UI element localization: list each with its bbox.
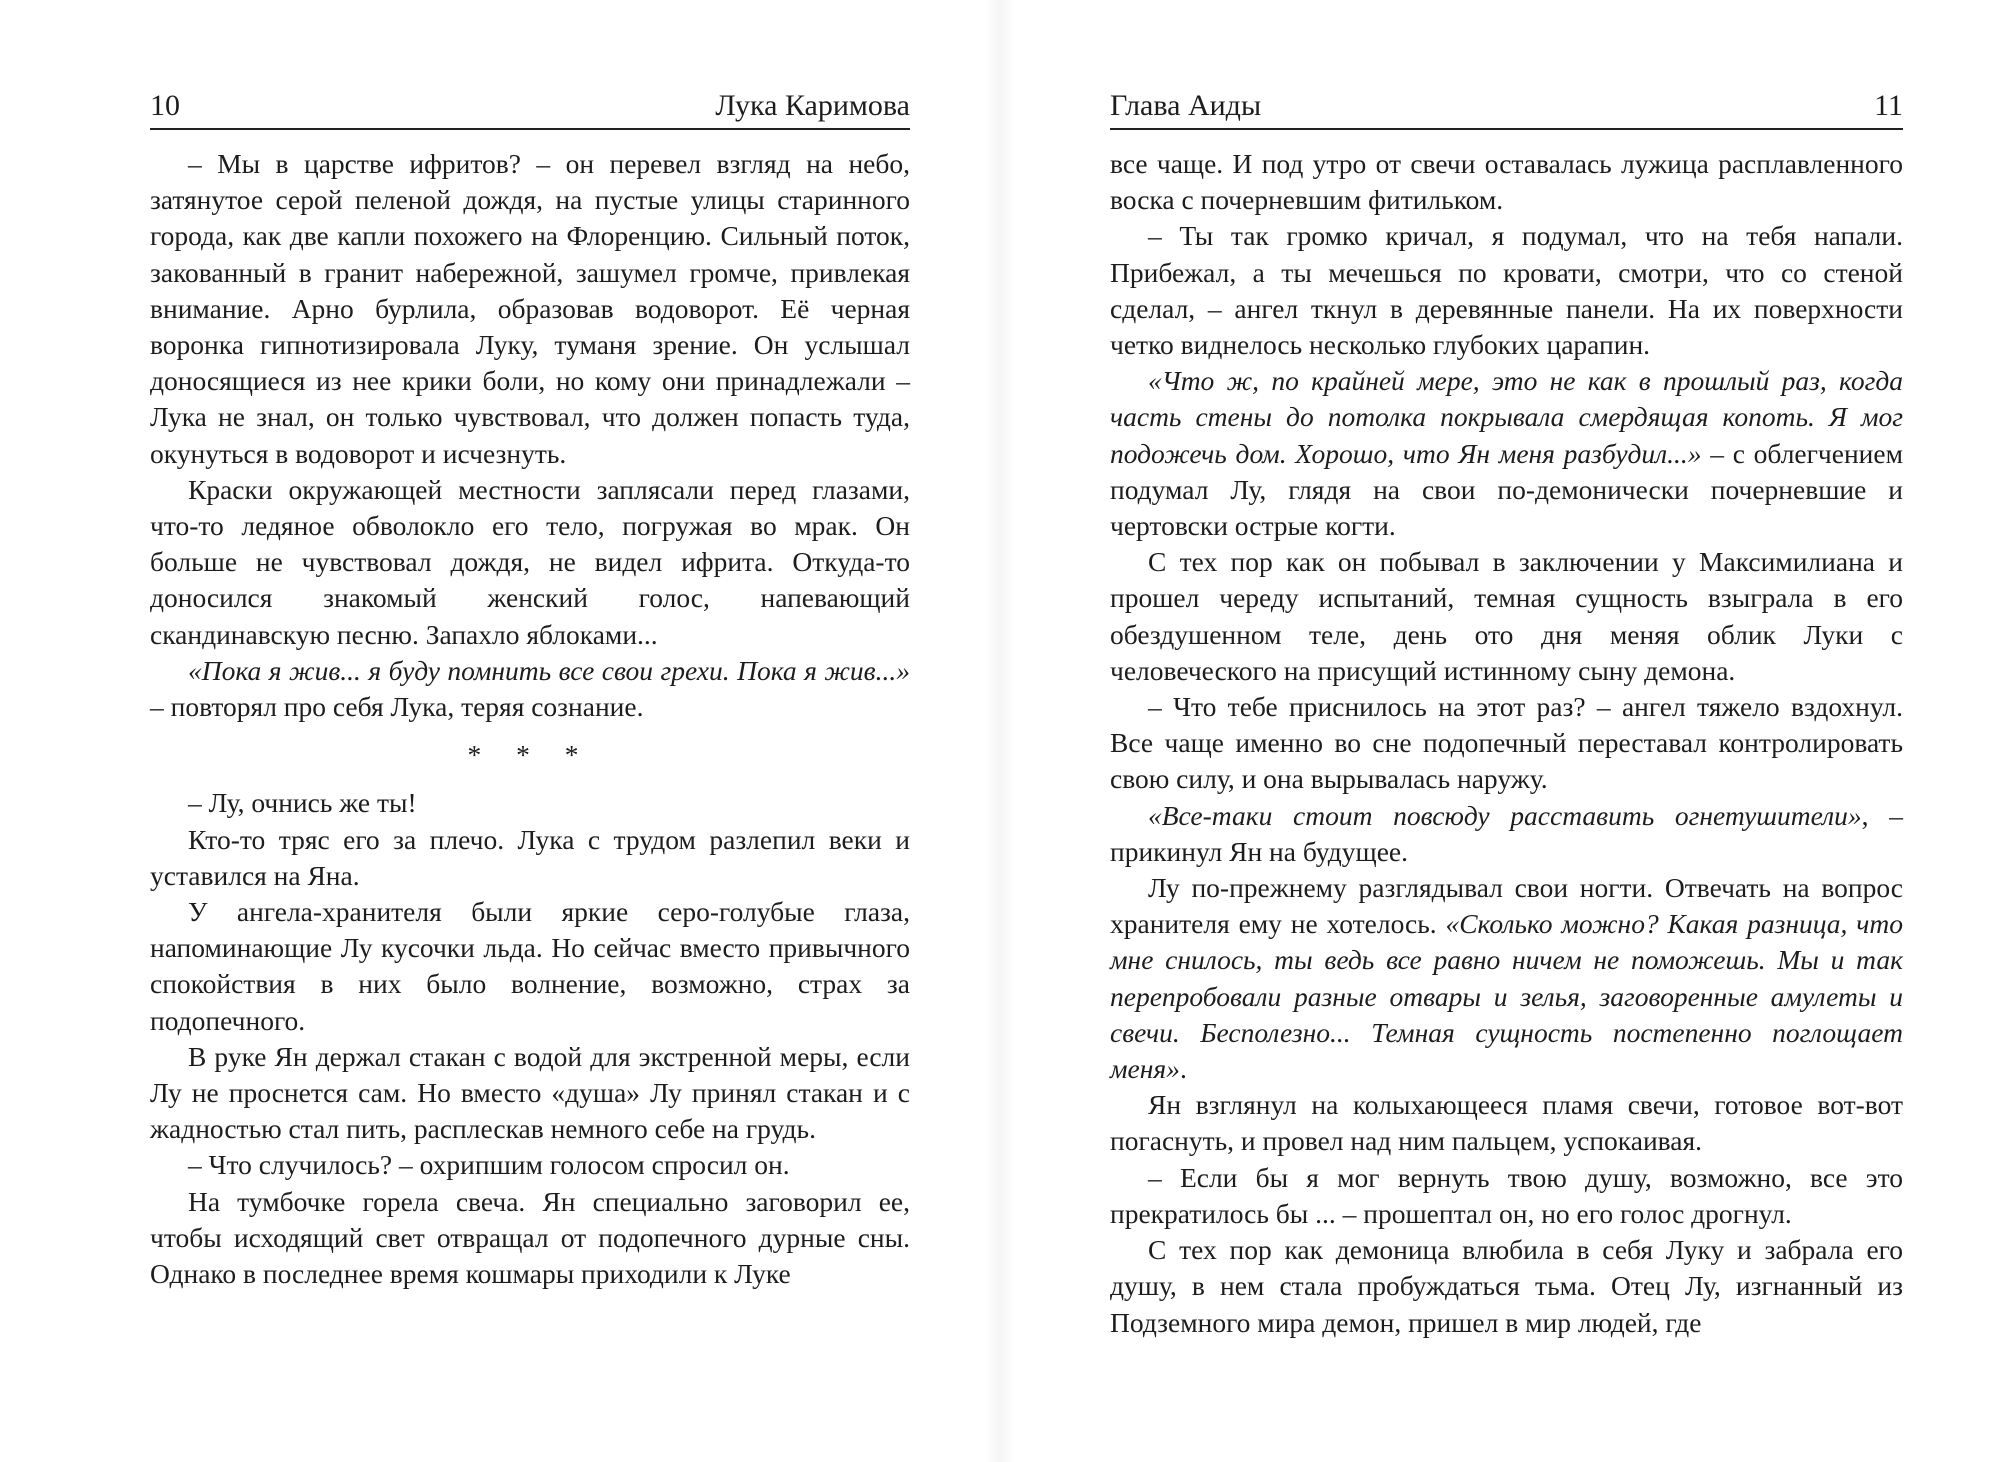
- italic-thought: «Сколько можно? Какая разница, что мне снилось, ты ведь все равно ничем не поможешь. Мы и так перепробовали разные отвары и зелья, заговоренные амулеты и свечи. Бесполезно... Темная сущность постепенно поглощает меня»: [1110, 908, 1903, 1085]
- right-page: [1000, 0, 2000, 1462]
- italic-thought: «Пока я жив... я буду помнить все свои грехи. Пока я жив...»: [188, 654, 910, 686]
- right-page-text: [1110, 146, 1903, 1341]
- paragraph-text: Лу по-прежнему разглядывал свои ногти. Отвечать на вопрос хранителя ему не хотелось.: [1110, 872, 1903, 940]
- paragraph: Кто-то тряс его за плечо. Лука с трудом разлепил веки и уставился на Яна.: [150, 823, 910, 891]
- italic-thought: «Что ж, по крайней мере, это не как в прошлый раз, когда часть стены до потолка покрывала смердящая копоть. Я мог подожечь дом. Хорошо, что Ян меня разбудил...»: [1110, 365, 1903, 469]
- paragraph: На тумбочке горела свеча. Ян специально заговорил ее, чтобы исходящий свет отвращал от подопечного дурные сны. Однако в последнее время кошмары приходили к Луке: [150, 1185, 910, 1290]
- header-rule: [150, 128, 910, 130]
- paragraph: [1110, 363, 1903, 544]
- right-page-header: [1110, 86, 1903, 126]
- paragraph: С тех пор как он побывал в заключении у Максимилиана и прошел череду испытаний, темная сущность взыграла в его обездушенном теле, день ото дня меняя облик Луки с человеческого на присущий истинному сыну демона.: [1110, 546, 1903, 686]
- paragraph: В руке Ян держал стакан с водой для экстренной меры, если Лу не проснется сам. Но вместо «душа» Лу принял стакан и с жадностью стал пить, расплескав немного себе на грудь.: [150, 1040, 910, 1145]
- left-page-header: [150, 86, 910, 126]
- paragraph: [150, 653, 910, 725]
- running-title: Лука Каримова: [715, 89, 910, 122]
- paragraph-text: – повторял про себя Лука, теряя сознание.: [150, 691, 644, 723]
- paragraph-continuation: все чаще. И под утро от свечи оставалась лужица расплавленного воска с почерневшим фитильком.: [1110, 148, 1903, 216]
- italic-thought: «Все-таки стоит повсюду расставить огнетушители»: [1148, 799, 1862, 831]
- paragraph: [1110, 798, 1903, 870]
- left-page-text: [150, 146, 910, 1292]
- paragraph: – Что тебе приснилось на этот раз? – ангел тяжело вздохнул. Все чаще именно во сне подопечный переставал контролировать свою силу, и она вырывалась наружу.: [1110, 691, 1903, 795]
- paragraph: – Если бы я мог вернуть твою душу, возможно, все это прекратилось бы ... – прошептал он, но его голос дрогнул.: [1110, 1161, 1903, 1229]
- paragraph: Ян взглянул на колыхающееся пламя свечи, готовое вот-вот погаснуть, и провел над ним пальцем, успокаивая.: [1110, 1089, 1903, 1157]
- paragraph: – Лу, очнись же ты!: [188, 787, 417, 819]
- paragraph: [1110, 870, 1903, 1087]
- paragraph: – Что случилось? – охрипшим голосом спросил он.: [188, 1149, 790, 1181]
- paragraph: – Ты так громко кричал, я подумал, что на тебя напали. Прибежал, а ты мечешься по кровати, смотри, что со стеной сделал, – ангел ткнул в деревянные панели. На их поверхности четко виднелось несколько глубоких царапин.: [1110, 220, 1903, 361]
- paragraph: – Мы в царстве ифритов? – он перевел взгляд на небо, затянутое серой пеленой дождя, на пустые улицы старинного города, как две капли похожего на Флоренцию. Сильный поток, закованный в гранит набережной, зашумел громче, привлекая внимание. Арно бурлила, образовав водоворот. Её черная воронка гипнотизировала Луку, туманя зрение. Он услышал доносящиеся из нее крики боли, но кому они принадлежали – Лука не знал, он только чувствовал, что должен попасть туда, окунуться в водоворот и исчезнуть.: [150, 148, 910, 469]
- paragraph: Краски окружающей местности заплясали перед глазами, что-то ледяное обволокло его тело, погружая во мрак. Он больше не чувствовал дождя, не видел ифрита. Откуда-то доносился знакомый женский голос, напевающий скандинавскую песню. Запахло яблоками...: [150, 473, 910, 650]
- page-number: 11: [1874, 89, 1903, 122]
- header-rule: [1110, 128, 1903, 130]
- paragraph: У ангела-хранителя были яркие серо-голубые глаза, напоминающие Лу кусочки льда. Но сейчас вместо привычного спокойствия в них было волнение, возможно, страх за подопечного.: [150, 896, 910, 1036]
- paragraph-text: , – прикинул Ян на будущее.: [1110, 799, 1904, 867]
- page-number: 10: [150, 89, 180, 122]
- paragraph-text: – с облегчением подумал Лу, глядя на свои по-демонически почерневшие и чертовски острые когти.: [1110, 437, 1903, 542]
- paragraph-tail: .: [1179, 1053, 1187, 1085]
- running-title: Глава Аиды: [1110, 89, 1262, 122]
- section-break: * * *: [467, 739, 593, 771]
- paragraph: С тех пор как демоница влюбила в себя Луку и забрала его душу, в нем стала пробуждаться тьма. Отец Лу, изгнанный из Подземного мира демон, пришел в мир людей, где: [1110, 1234, 1903, 1338]
